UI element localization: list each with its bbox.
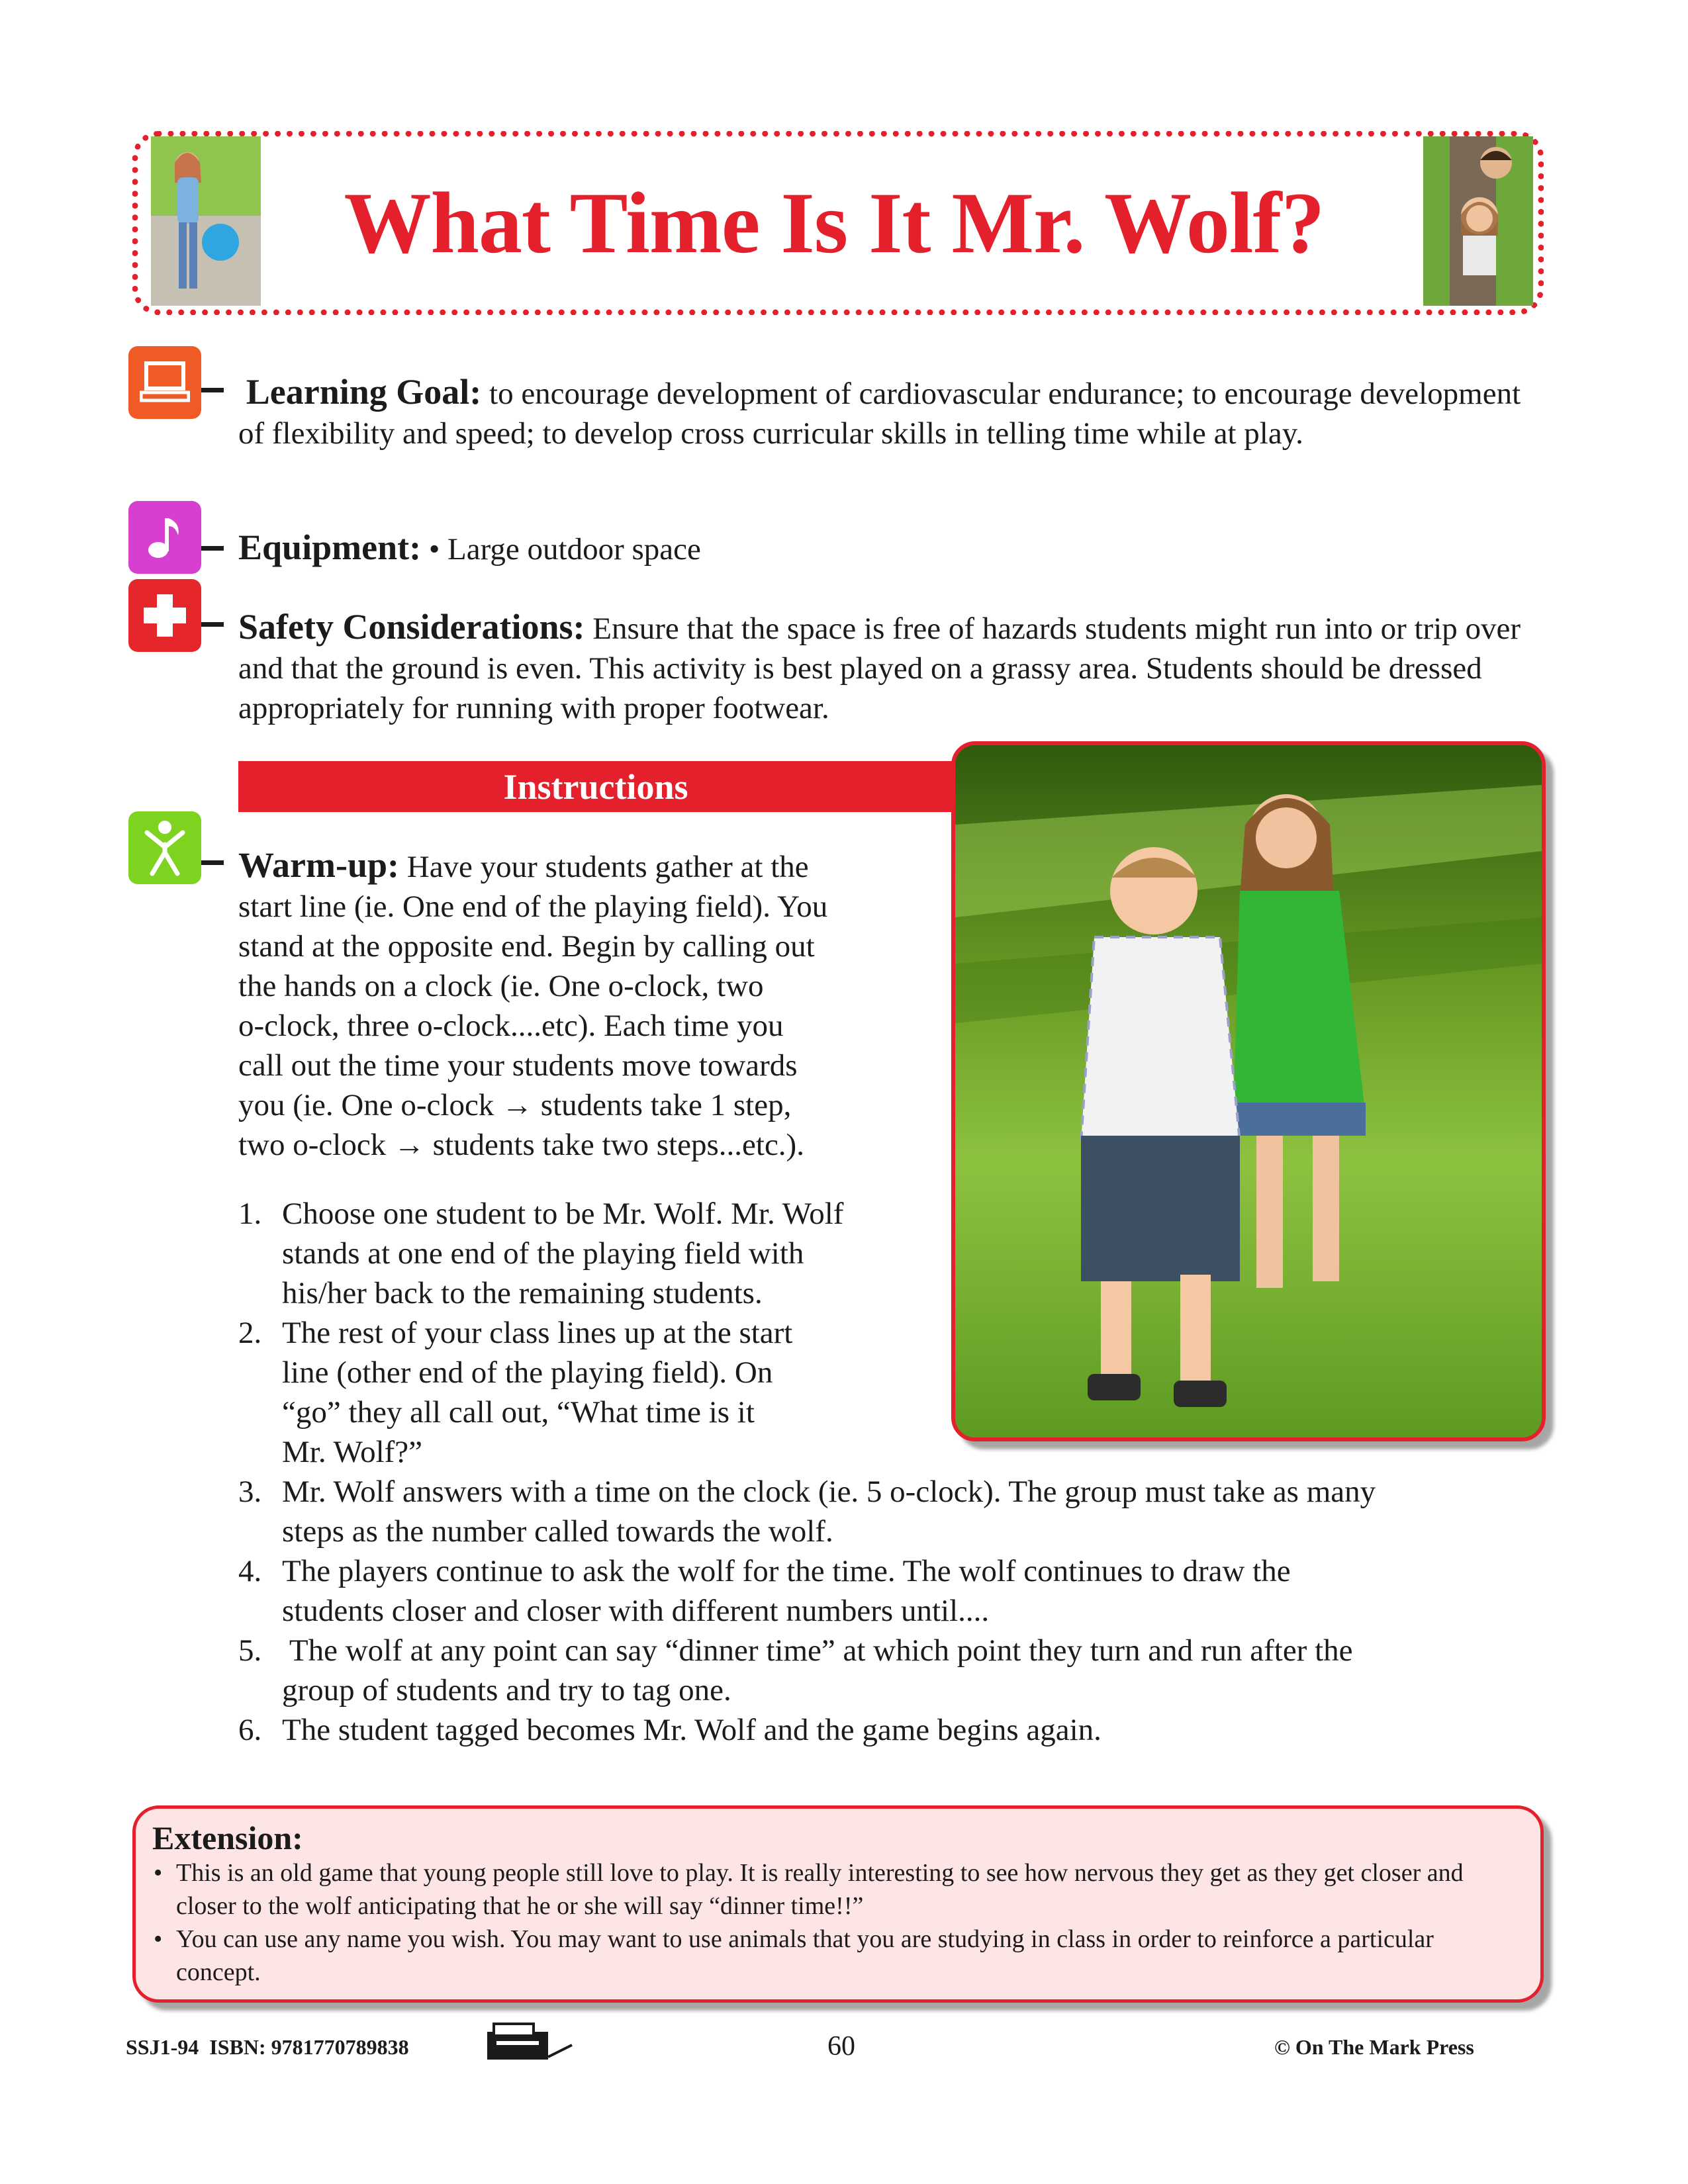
extension-item-text: You can use any name you wish. You may want to use animals that you are studying in class in order to reinforce a particular concept. xyxy=(176,1925,1434,1986)
extension-bullet: • xyxy=(154,1859,163,1887)
warmup-line: Have your students gather at the xyxy=(406,850,809,884)
kids-behind-tree-photo xyxy=(1423,136,1533,306)
step-line: Choose one student to be Mr. Wolf. Mr. Wolf xyxy=(282,1197,844,1231)
step-line: his/her back to the remaining students. xyxy=(282,1276,763,1310)
step-number: 1. xyxy=(238,1197,262,1231)
step-line: The rest of your class lines up at the start xyxy=(282,1316,793,1350)
step-item xyxy=(238,1472,1556,1551)
step-line: “go” they all call out, “What time is it xyxy=(282,1395,755,1430)
step-item xyxy=(238,1551,1556,1631)
equipment-divider xyxy=(201,546,224,551)
step-item xyxy=(238,1313,1556,1472)
step-number: 6. xyxy=(238,1713,262,1747)
learning-goal-text: to encourage development of cardiovascular endurance; to encourage development of flexibility and speed; to develop cross curricular skills in telling time while at play. xyxy=(238,377,1521,451)
step-line: The players continue to ask the wolf for the time. The wolf continues to draw the xyxy=(282,1554,1291,1588)
instruction-steps xyxy=(238,1194,1556,1750)
learning-goal-section xyxy=(238,372,1549,453)
step-line: students closer and closer with different numbers until.... xyxy=(282,1594,990,1628)
page-number: 60 xyxy=(827,2031,855,2062)
warmup-line: stand at the opposite end. Begin by calling out xyxy=(238,929,815,964)
extension-title: Extension: xyxy=(152,1819,303,1856)
warmup-line: the hands on a clock (ie. One o-clock, two xyxy=(238,969,764,1003)
warmup-line: two o-clock → students take two steps...etc.). xyxy=(238,1128,804,1162)
warmup-section xyxy=(238,845,953,1165)
step-item xyxy=(238,1710,1556,1750)
safety-label: Safety Considerations: xyxy=(238,607,585,647)
warmup-line: call out the time your students move towards xyxy=(238,1048,798,1083)
step-line: stands at one end of the playing field with xyxy=(282,1236,804,1271)
equipment-label: Equipment: xyxy=(238,527,422,567)
step-line: Mr. Wolf?” xyxy=(282,1435,423,1469)
warmup-line: you (ie. One o-clock → students take 1 step, xyxy=(238,1088,792,1122)
warmup-label: Warm-up: xyxy=(238,845,399,885)
page-title: What Time Is It Mr. Wolf? xyxy=(344,174,1325,271)
girl-with-ball-photo xyxy=(151,136,261,306)
safety-divider xyxy=(201,622,224,627)
step-line: steps as the number called towards the wolf. xyxy=(282,1514,833,1549)
footer-isbn: SSJ1-94 ISBN: 9781770789838 xyxy=(126,2035,409,2059)
instructions-heading: Instructions xyxy=(238,761,953,812)
extension-item-text: This is an old game that young people still love to play. It is really interesting to see how nervous they get as they get closer and closer to the wolf anticipating that he or she will say “dinner time!!” xyxy=(176,1859,1464,1920)
first-aid-cross-icon xyxy=(128,579,201,652)
step-number: 2. xyxy=(238,1316,262,1350)
warmup-divider xyxy=(201,860,224,865)
extension-item xyxy=(154,1923,1517,1989)
equipment-section xyxy=(238,527,1549,569)
step-line: The wolf at any point can say “dinner time” at which point they turn and run after the xyxy=(282,1633,1353,1668)
stick-figure-icon xyxy=(128,811,201,884)
computer-icon xyxy=(128,346,201,419)
warmup-line: o-clock, three o-clock....etc). Each time you xyxy=(238,1009,784,1043)
step-line: line (other end of the playing field). On xyxy=(282,1355,773,1390)
learning-goal-label: Learning Goal: xyxy=(246,372,482,412)
safety-text: Ensure that the space is free of hazards students might run into or trip over and that the ground is even. This activity is best played on a grassy area. Students should be dressed appropriately for running with proper footwear. xyxy=(238,612,1521,725)
step-item xyxy=(238,1631,1556,1710)
step-line: group of students and try to tag one. xyxy=(282,1673,731,1707)
safety-section xyxy=(238,607,1549,728)
step-number: 3. xyxy=(238,1475,262,1509)
extension-item xyxy=(154,1856,1517,1923)
learning-goal-divider xyxy=(201,388,224,392)
equipment-text: • Large outdoor space xyxy=(428,532,701,567)
warmup-line: start line (ie. One end of the playing field). You xyxy=(238,889,828,924)
printer-icon xyxy=(482,2020,575,2064)
step-line: The student tagged becomes Mr. Wolf and the game begins again. xyxy=(282,1713,1102,1747)
step-item xyxy=(238,1194,1556,1313)
footer-copyright: © On The Mark Press xyxy=(1274,2035,1474,2059)
step-number: 5. xyxy=(238,1633,262,1668)
extension-bullet: • xyxy=(154,1925,163,1953)
step-line: Mr. Wolf answers with a time on the clock (ie. 5 o-clock). The group must take as many xyxy=(282,1475,1376,1509)
step-number: 4. xyxy=(238,1554,262,1588)
music-note-icon xyxy=(128,501,201,574)
